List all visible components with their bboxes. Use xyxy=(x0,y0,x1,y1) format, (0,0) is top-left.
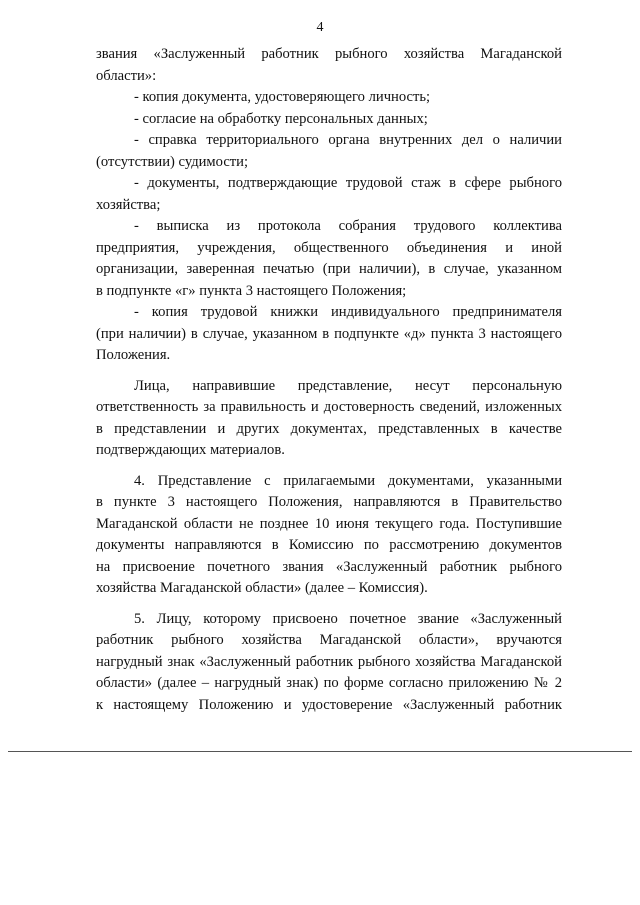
paragraph-line: 4. Представление с прилагаемыми документами, указанными xyxy=(134,472,562,489)
paragraph-line: документы направляются в Комиссию по рассмотрению документов xyxy=(96,537,562,553)
page-bottom-rule xyxy=(8,751,632,752)
text-line: звания «Заслуженный работник рыбного хозяйства Магаданской xyxy=(96,46,562,62)
list-item: - копия трудовой книжки индивидуального предпринимателя xyxy=(134,304,562,320)
page-number: 4 xyxy=(316,20,324,35)
text-line: области»: xyxy=(96,67,157,84)
paragraph-line: работник рыбного хозяйства Магаданской области», вручаются xyxy=(96,632,562,648)
list-item: - согласие на обработку персональных данных; xyxy=(134,110,428,127)
paragraph-line: на присвоение почетного звания «Заслуженный работник рыбного xyxy=(96,558,562,575)
paragraph-line: Магаданской области не позднее 10 июня текущего года. Поступившие xyxy=(96,515,562,532)
paragraph-line: ответственность за правильность и достоверность сведений, изложенных xyxy=(96,399,562,415)
text-line: (при наличии) в случае, указанном в подпункте «д» пункта 3 настоящего xyxy=(96,325,562,342)
list-item: - справка территориального органа внутренних дел о наличии xyxy=(134,132,562,148)
text-line: Положения. xyxy=(96,347,171,363)
paragraph-line: Лица, направившие представление, несут персональную xyxy=(134,377,562,394)
paragraph-line: подтверждающих материалов. xyxy=(96,442,285,458)
text-line: хозяйства; xyxy=(96,196,161,213)
paragraph-line: к настоящему Положению и удостоверение «Заслуженный работник xyxy=(96,696,562,713)
document-body xyxy=(96,44,562,716)
list-item: - копия документа, удостоверяющего личность; xyxy=(134,89,431,105)
paragraph-line: 5. Лицу, которому присвоено почетное звание «Заслуженный xyxy=(134,610,562,627)
text-line: (отсутствии) судимости; xyxy=(96,153,249,170)
text-line: предприятия, учреждения, общественного объединения и иной xyxy=(96,239,562,256)
list-item: - выписка из протокола собрания трудового коллектива xyxy=(134,218,562,234)
paragraph-line: в пункте 3 настоящего Положения, направляются в Правительство xyxy=(96,494,562,510)
paragraph-line: в представлении и других документах, представленных в качестве xyxy=(96,420,562,437)
text-line: в подпункте «г» пункта 3 настоящего Положения; xyxy=(96,282,407,299)
list-item: - документы, подтверждающие трудовой стаж в сфере рыбного xyxy=(134,175,562,191)
text-line: организации, заверенная печатью (при наличии), в случае, указанном xyxy=(96,261,562,277)
paragraph-line: области» (далее – нагрудный знак) по форме согласно приложению № 2 xyxy=(96,675,562,691)
paragraph-line: нагрудный знак «Заслуженный работник рыбного хозяйства Магаданской xyxy=(96,653,562,670)
paragraph-line: хозяйства Магаданской области» (далее – Комиссия). xyxy=(96,580,428,596)
